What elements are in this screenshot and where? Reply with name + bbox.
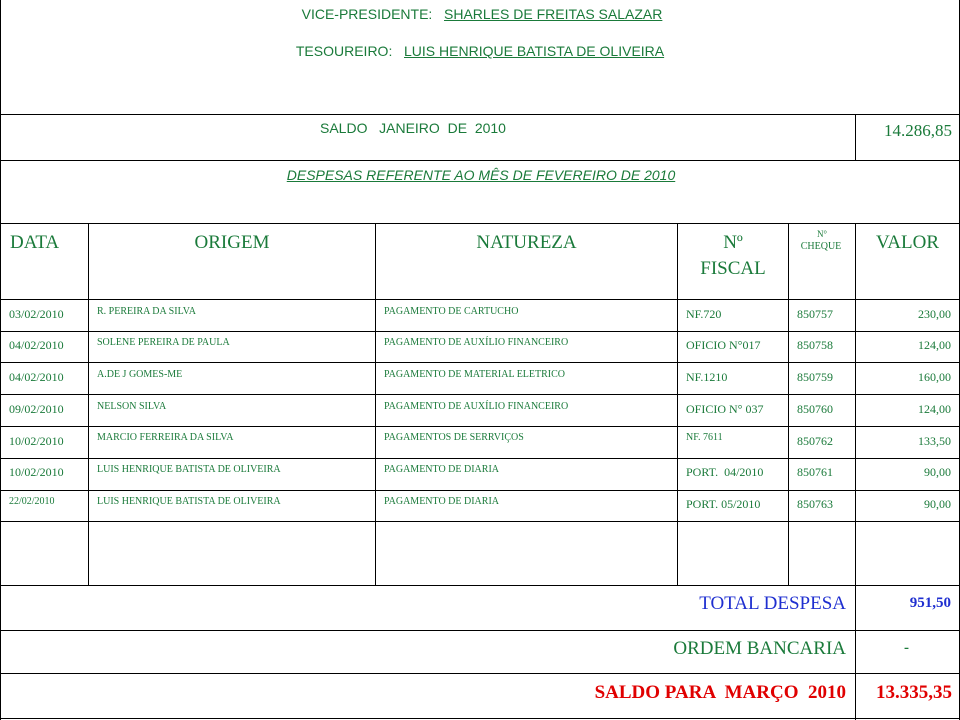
row-6-natureza: PAGAMENTO DE DIARIA (384, 496, 500, 507)
row-5-cheque: 850761 (797, 465, 833, 479)
row-1-valor: 124,00 (918, 338, 951, 352)
row-3-origem: NELSON SILVA (97, 401, 167, 412)
row-5-fiscal: PORT. 04/2010 (686, 465, 764, 479)
despesas-title: DESPESAS REFERENTE AO MÊS DE FEVEREIRO DE 2010 (286, 167, 676, 183)
row-0-valor: 230,00 (918, 307, 951, 321)
row-3-natureza: PAGAMENTO DE AUXÍLIO FINANCEIRO (384, 401, 569, 412)
row-2-valor: 160,00 (918, 370, 951, 384)
row-0-fiscal: NF.720 (686, 307, 722, 321)
row-6-valor: 90,00 (924, 497, 951, 511)
saldo-janeiro-label: SALDO JANEIRO DE 2010 (320, 120, 506, 136)
row-5-origem: LUIS HENRIQUE BATISTA DE OLIVEIRA (97, 464, 281, 475)
row-2-natureza: PAGAMENTO DE MATERIAL ELETRICO (384, 369, 566, 380)
header-valor: VALOR (876, 232, 939, 253)
row-4-data: 10/02/2010 (9, 434, 64, 448)
row-1-data: 04/02/2010 (9, 338, 64, 352)
row-4-natureza: PAGAMENTOS DE SERRVIÇOS (384, 432, 524, 443)
row-3-data: 09/02/2010 (9, 402, 64, 416)
vice-president-label: VICE-PRESIDENTE: (301, 6, 433, 22)
total-despesa-label: TOTAL DESPESA (699, 593, 846, 614)
ordem-bancaria-label: ORDEM BANCARIA (673, 638, 846, 659)
ordem-bancaria-value: - (904, 640, 909, 656)
treasurer-line (0, 43, 960, 59)
row-3-cheque: 850760 (797, 402, 833, 416)
header-data: DATA (10, 232, 60, 253)
row-0-cheque: 850757 (797, 307, 833, 321)
row-2-data: 04/02/2010 (9, 370, 64, 384)
header-cheque-line1: N° (816, 229, 828, 239)
row-1-origem: SOLENE PEREIRA DE PAULA (97, 337, 230, 348)
total-despesa-value: 951,50 (909, 595, 951, 611)
row-2-fiscal: NF.1210 (686, 370, 728, 384)
header-origem: ORIGEM (194, 232, 270, 253)
vice-president-line (0, 6, 960, 22)
row-4-valor: 133,50 (918, 434, 951, 448)
row-6-origem: LUIS HENRIQUE BATISTA DE OLIVEIRA (97, 496, 281, 507)
row-0-natureza: PAGAMENTO DE CARTUCHO (384, 306, 519, 317)
vice-president-name: SHARLES DE FREITAS SALAZAR (444, 6, 663, 22)
header-fiscal-line2: FISCAL (700, 258, 766, 279)
row-1-fiscal: OFICIO N°017 (686, 338, 761, 352)
row-3-valor: 124,00 (918, 402, 951, 416)
saldo-marco-value: 13.335,35 (876, 682, 952, 703)
row-2-origem: A.DE J GOMES-ME (97, 369, 183, 380)
row-6-fiscal: PORT. 05/2010 (686, 497, 761, 511)
row-1-cheque: 850758 (797, 338, 833, 352)
row-6-data: 22/02/2010 (9, 496, 55, 507)
row-3-fiscal: OFICIO N° 037 (686, 402, 764, 416)
row-4-cheque: 850762 (797, 434, 833, 448)
row-4-fiscal: NF. 7611 (686, 432, 723, 443)
header-fiscal-line1: Nº (723, 232, 743, 253)
header-natureza: NATUREZA (476, 232, 577, 253)
row-6-cheque: 850763 (797, 497, 833, 511)
treasurer-name: LUIS HENRIQUE BATISTA DE OLIVEIRA (404, 43, 665, 59)
row-2-cheque: 850759 (797, 370, 833, 384)
saldo-marco-label: SALDO PARA MARÇO 2010 (594, 682, 846, 703)
row-5-natureza: PAGAMENTO DE DIARIA (384, 464, 500, 475)
treasurer-label: TESOUREIRO: (295, 43, 393, 59)
row-5-valor: 90,00 (924, 465, 951, 479)
row-0-origem: R. PEREIRA DA SILVA (97, 306, 196, 317)
header-cheque-line2: CHEQUE (800, 241, 842, 252)
row-4-origem: MARCIO FERREIRA DA SILVA (97, 432, 234, 443)
row-1-natureza: PAGAMENTO DE AUXÍLIO FINANCEIRO (384, 337, 569, 348)
saldo-janeiro-value: 14.286,85 (884, 121, 952, 140)
row-0-data: 03/02/2010 (9, 307, 64, 321)
row-5-data: 10/02/2010 (9, 465, 64, 479)
